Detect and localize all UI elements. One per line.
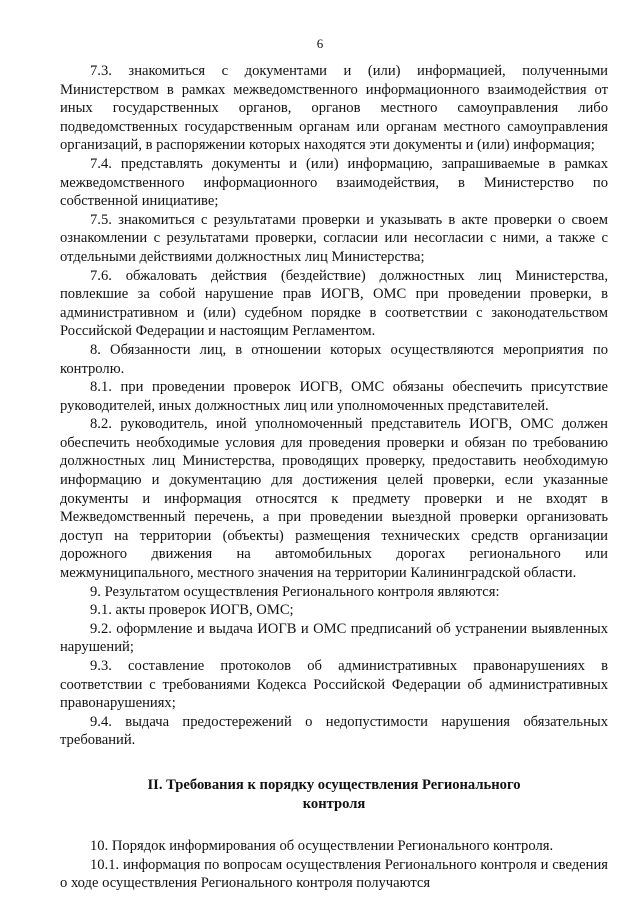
section-heading (60, 776, 608, 814)
paragraph-7-5: 7.5. знакомиться с результатами проверки и указывать в акте проверки о своем ознакомлении с результатами проверки, согласии или несогласии с ними, а также с отдельными действиями должностных лиц Министерства; (60, 211, 608, 265)
page-number: 6 (316, 36, 324, 51)
document-body (60, 62, 608, 893)
paragraph-9-3: 9.3. составление протоколов об административных правонарушениях в соответствии с требованиями Кодекса Российской Федерации об административных правонарушениях; (60, 658, 608, 712)
section-heading-line-2: контроля (302, 795, 366, 812)
paragraph-7-3: 7.3. знакомиться с документами и (или) информацией, полученными Министерством в рамках межведомственного информационного взаимодействия от иных государственных органов, органов местного самоуправления либо подведомственных государственным органам или органам местного самоуправления организаций, в распоряжении которых находятся эти документы и (или) информация; (60, 63, 608, 154)
section-heading-line-1: II. Требования к порядку осуществления Регионального (147, 776, 521, 793)
paragraph-8-1: 8.1. при проведении проверок ИОГВ, ОМС обязаны обеспечить присутствие руководителей, иных должностных лиц или уполномоченных представителей. (60, 379, 608, 414)
paragraph-9: 9. Результатом осуществления Регионального контроля являются: (90, 583, 500, 600)
paragraph-10: 10. Порядок информирования об осуществлении Регионального контроля. (90, 837, 554, 854)
paragraph-10-1: 10.1. информация по вопросам осуществления Регионального контроля и сведения о ходе осуществления Регионального контроля получаются (60, 856, 608, 892)
paragraph-7-6: 7.6. обжаловать действия (бездействие) должностных лиц Министерства, повлекшие за собой нарушение прав ИОГВ, ОМС при проведении проверки, в административном и (или) судебном порядке в соответствии с законодательством Российской Федерации и настоящим Регламентом. (60, 267, 608, 340)
paragraph-7-4: 7.4. представлять документы и (или) информацию, запрашиваемые в рамках межведомственного информационного взаимодействия, в Министерство по собственной инициативе; (60, 155, 608, 210)
paragraph-8: 8. Обязанности лиц, в отношении которых осуществляются мероприятия по контролю. (60, 341, 608, 377)
paragraph-9-4: 9.4. выдача предостережений о недопустимости нарушения обязательных требований. (60, 713, 608, 749)
paragraph-8-2: 8.2. руководитель, иной уполномоченный представитель ИОГВ, ОМС должен обеспечить необходимые условия для проведения проверки и обязан по требованию должностных лиц Министерства, проводящих проверку, предоставить необходимую информацию и документацию для достижения целей проверки, если указанные документы и информация относятся к предмету проверки и не входят в Межведомственный перечень, а при проведении выездной проверки организовать доступ на территории (объекты) размещения технических средств организации дорожного движения на автомобильных дорогах регионального или межмуниципального, местного значения на территории Калининградской области. (60, 416, 608, 582)
paragraph-9-2: 9.2. оформление и выдача ИОГВ и ОМС предписаний об устранении выявленных нарушений; (60, 620, 608, 656)
paragraph-9-1: 9.1. акты проверок ИОГВ, ОМС; (90, 602, 294, 619)
